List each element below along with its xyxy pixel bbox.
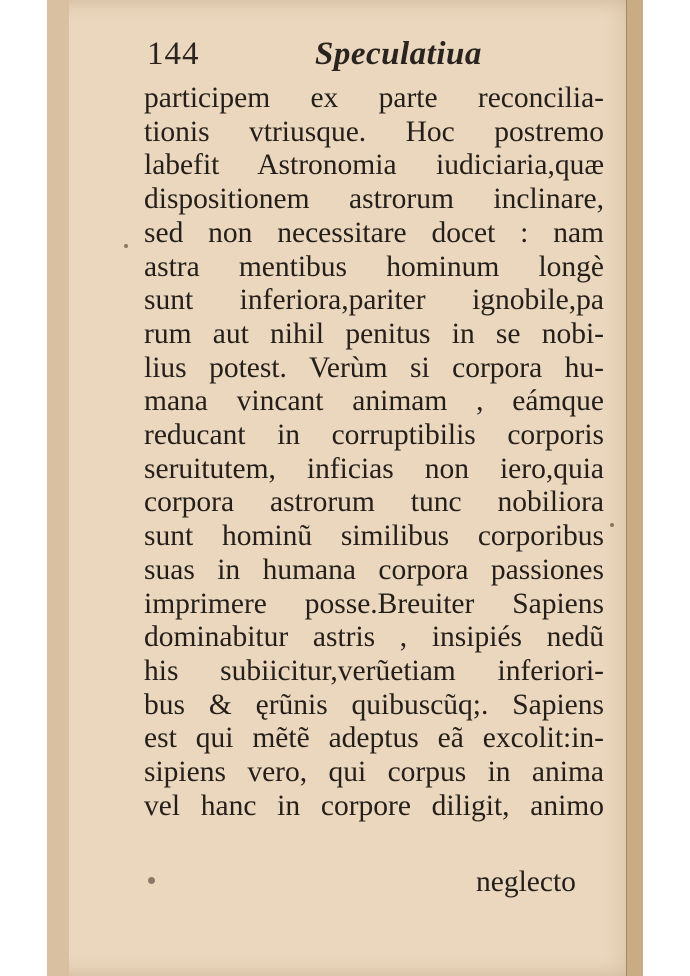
ink-spot (124, 244, 128, 248)
body-text (144, 82, 604, 823)
text-line: participem ex parte reconcilia- (144, 82, 604, 114)
gutter-shadow (47, 0, 69, 976)
text-line: dispositionem astrorum inclinare, (144, 183, 604, 216)
text-line: labefit Astronomia iudiciaria,quæ (144, 149, 604, 182)
text-line: sunt inferiora,pariter ignobile,pa (144, 284, 604, 317)
text-line: vel hanc in corpore diligit, animo (144, 789, 604, 822)
text-line: mana vincant animam , eámque (144, 385, 604, 418)
text-line: corpora astrorum tunc nobiliora (144, 486, 604, 519)
text-line: imprimere posse.Breuiter Sapiens (144, 587, 604, 620)
text-line: sed non necessitare docet : nam (144, 216, 604, 249)
page-edge (626, 0, 643, 976)
text-line: reducant in corruptibilis corporis (144, 419, 604, 452)
page-number: 144 (147, 36, 200, 72)
text-line: astra mentibus hominum longè (144, 250, 604, 283)
text-line: his subiicitur,verũetiam inferiori- (144, 654, 604, 687)
running-head: Speculatiua (315, 36, 482, 72)
text-line: seruitutem, inficias non iero,quia (144, 452, 604, 485)
text-line: suas in humana corpora passiones (144, 553, 604, 586)
text-line: bus & ęrũnis quibuscũq;. Sapiens (144, 688, 604, 721)
text-line: est qui mẽtẽ adeptus eã excolit:in- (144, 722, 604, 755)
text-line: sipiens vero, qui corpus in anima (144, 756, 604, 789)
text-line: tionis vtriusque. Hoc postremo (144, 115, 604, 148)
ink-spot (610, 523, 614, 527)
text-line: lius potest. Verùm si corpora hu- (144, 351, 604, 384)
page-header (147, 34, 567, 84)
text-line: sunt hominũ similibus corporibus (144, 520, 604, 553)
text-line: rum aut nihil penitus in se nobi- (144, 317, 604, 350)
text-line: dominabitur astris , insipiés nedũ (144, 621, 604, 654)
ink-spot (148, 877, 155, 884)
catchword: neglecto (476, 866, 576, 898)
